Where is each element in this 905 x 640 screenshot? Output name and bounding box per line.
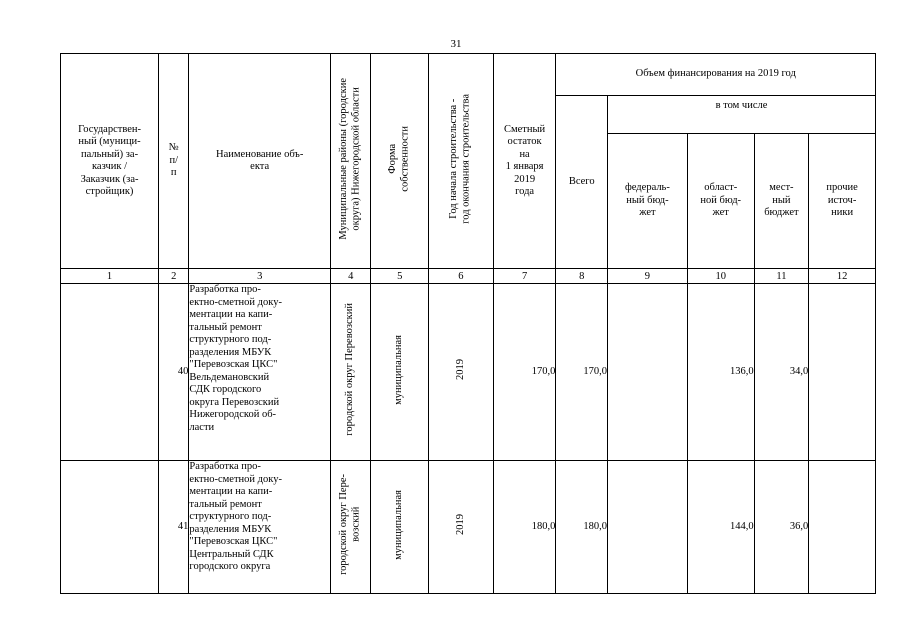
row-ownership xyxy=(371,284,429,461)
header-customer-text: Государствен- ный (муници- пальный) за- казчик / Заказчик (за- стройщик) xyxy=(78,123,142,197)
header-years xyxy=(429,54,494,269)
header-municipality xyxy=(330,54,370,269)
row-regional: 144,0 xyxy=(687,461,754,594)
col-num-2: 2 xyxy=(159,269,189,284)
header-remaining-text: Сметный остаток на 1 января 2019 года xyxy=(503,123,546,197)
header-municipality-text: Муниципальные районы (городские округа) Нижегородской области xyxy=(338,77,362,240)
financing-table xyxy=(60,53,876,594)
header-federal xyxy=(607,134,687,269)
row-customer xyxy=(61,461,159,594)
header-local-text: мест- ный бюджет xyxy=(764,182,799,219)
header-ownership xyxy=(371,54,429,269)
row-federal xyxy=(607,461,687,594)
row-object-name xyxy=(189,461,331,594)
row-federal xyxy=(607,284,687,461)
header-object-name xyxy=(189,54,331,269)
col-num-6: 6 xyxy=(429,269,494,284)
row-municipality xyxy=(330,461,370,594)
row-other xyxy=(809,461,876,594)
header-remaining xyxy=(493,54,556,269)
header-financing-text: Объем финансирования на 2019 год xyxy=(635,68,796,80)
table-row xyxy=(61,284,876,461)
row-local: 34,0 xyxy=(754,284,809,461)
col-num-10: 10 xyxy=(687,269,754,284)
col-num-4: 4 xyxy=(330,269,370,284)
header-other xyxy=(809,134,876,269)
header-including xyxy=(607,96,875,134)
col-num-11: 11 xyxy=(754,269,809,284)
row-ownership xyxy=(371,461,429,594)
header-including-text: в том числе xyxy=(715,100,768,111)
header-federal-text: федераль- ный бюд- жет xyxy=(624,182,670,219)
page-number: 31 xyxy=(450,38,462,50)
header-total xyxy=(556,96,608,269)
header-local xyxy=(754,134,809,269)
header-regional xyxy=(687,134,754,269)
header-customer xyxy=(61,54,159,269)
row-customer xyxy=(61,284,159,461)
row-ownership-text: муниципальная xyxy=(393,334,405,405)
header-financing xyxy=(556,54,876,96)
header-years-text: Год начала строительства - год окончания строительства xyxy=(448,93,472,224)
col-num-5: 5 xyxy=(371,269,429,284)
table-row xyxy=(61,461,876,594)
column-numbers-row xyxy=(61,269,876,284)
row-years-text: 2019 xyxy=(454,514,466,536)
row-object-name-text: Разработка про- ектно-сметной доку- ментации на капи- тальный ремонт структурного под- разделения МБУК "Перевозская ЦКС" Центральный СДК городского округа xyxy=(189,461,282,572)
row-object-name xyxy=(189,284,331,461)
col-num-9: 9 xyxy=(607,269,687,284)
row-municipality xyxy=(330,284,370,461)
row-years xyxy=(429,461,494,594)
col-num-8: 8 xyxy=(556,269,608,284)
row-remaining: 170,0 xyxy=(493,284,556,461)
row-total: 180,0 xyxy=(556,461,608,594)
header-regional-text: област- ной бюд- жет xyxy=(700,182,742,219)
row-num: 40 xyxy=(159,284,189,461)
row-ownership-text: муниципальная xyxy=(393,489,405,560)
row-municipality-text: городской округ Перевозский xyxy=(344,303,356,437)
row-total: 170,0 xyxy=(556,284,608,461)
row-years-text: 2019 xyxy=(454,359,466,381)
header-num-text: № п/ п xyxy=(168,142,179,179)
header-num xyxy=(159,54,189,269)
col-num-3: 3 xyxy=(189,269,331,284)
row-other xyxy=(809,284,876,461)
row-regional: 136,0 xyxy=(687,284,754,461)
header-object-name-text: Наименование объ- екта xyxy=(216,148,304,172)
row-remaining: 180,0 xyxy=(493,461,556,594)
header-ownership-text: Форма собственности xyxy=(387,125,411,192)
row-years xyxy=(429,284,494,461)
row-local: 36,0 xyxy=(754,461,809,594)
row-municipality-text: городской округ Пере- возский xyxy=(338,474,362,576)
row-num: 41 xyxy=(159,461,189,594)
col-num-7: 7 xyxy=(493,269,556,284)
header-other-text: прочие источ- ники xyxy=(826,182,858,219)
col-num-1: 1 xyxy=(61,269,159,284)
header-total-text: Всего xyxy=(568,175,595,187)
row-object-name-text: Разработка про- ектно-сметной доку- ментации на капи- тальный ремонт структурного под- разделения МБУК "Перевозская ЦКС" Вельдемановский СДК городского округа Перевозский Нижегородской об- ласти xyxy=(189,284,282,433)
col-num-12: 12 xyxy=(809,269,876,284)
